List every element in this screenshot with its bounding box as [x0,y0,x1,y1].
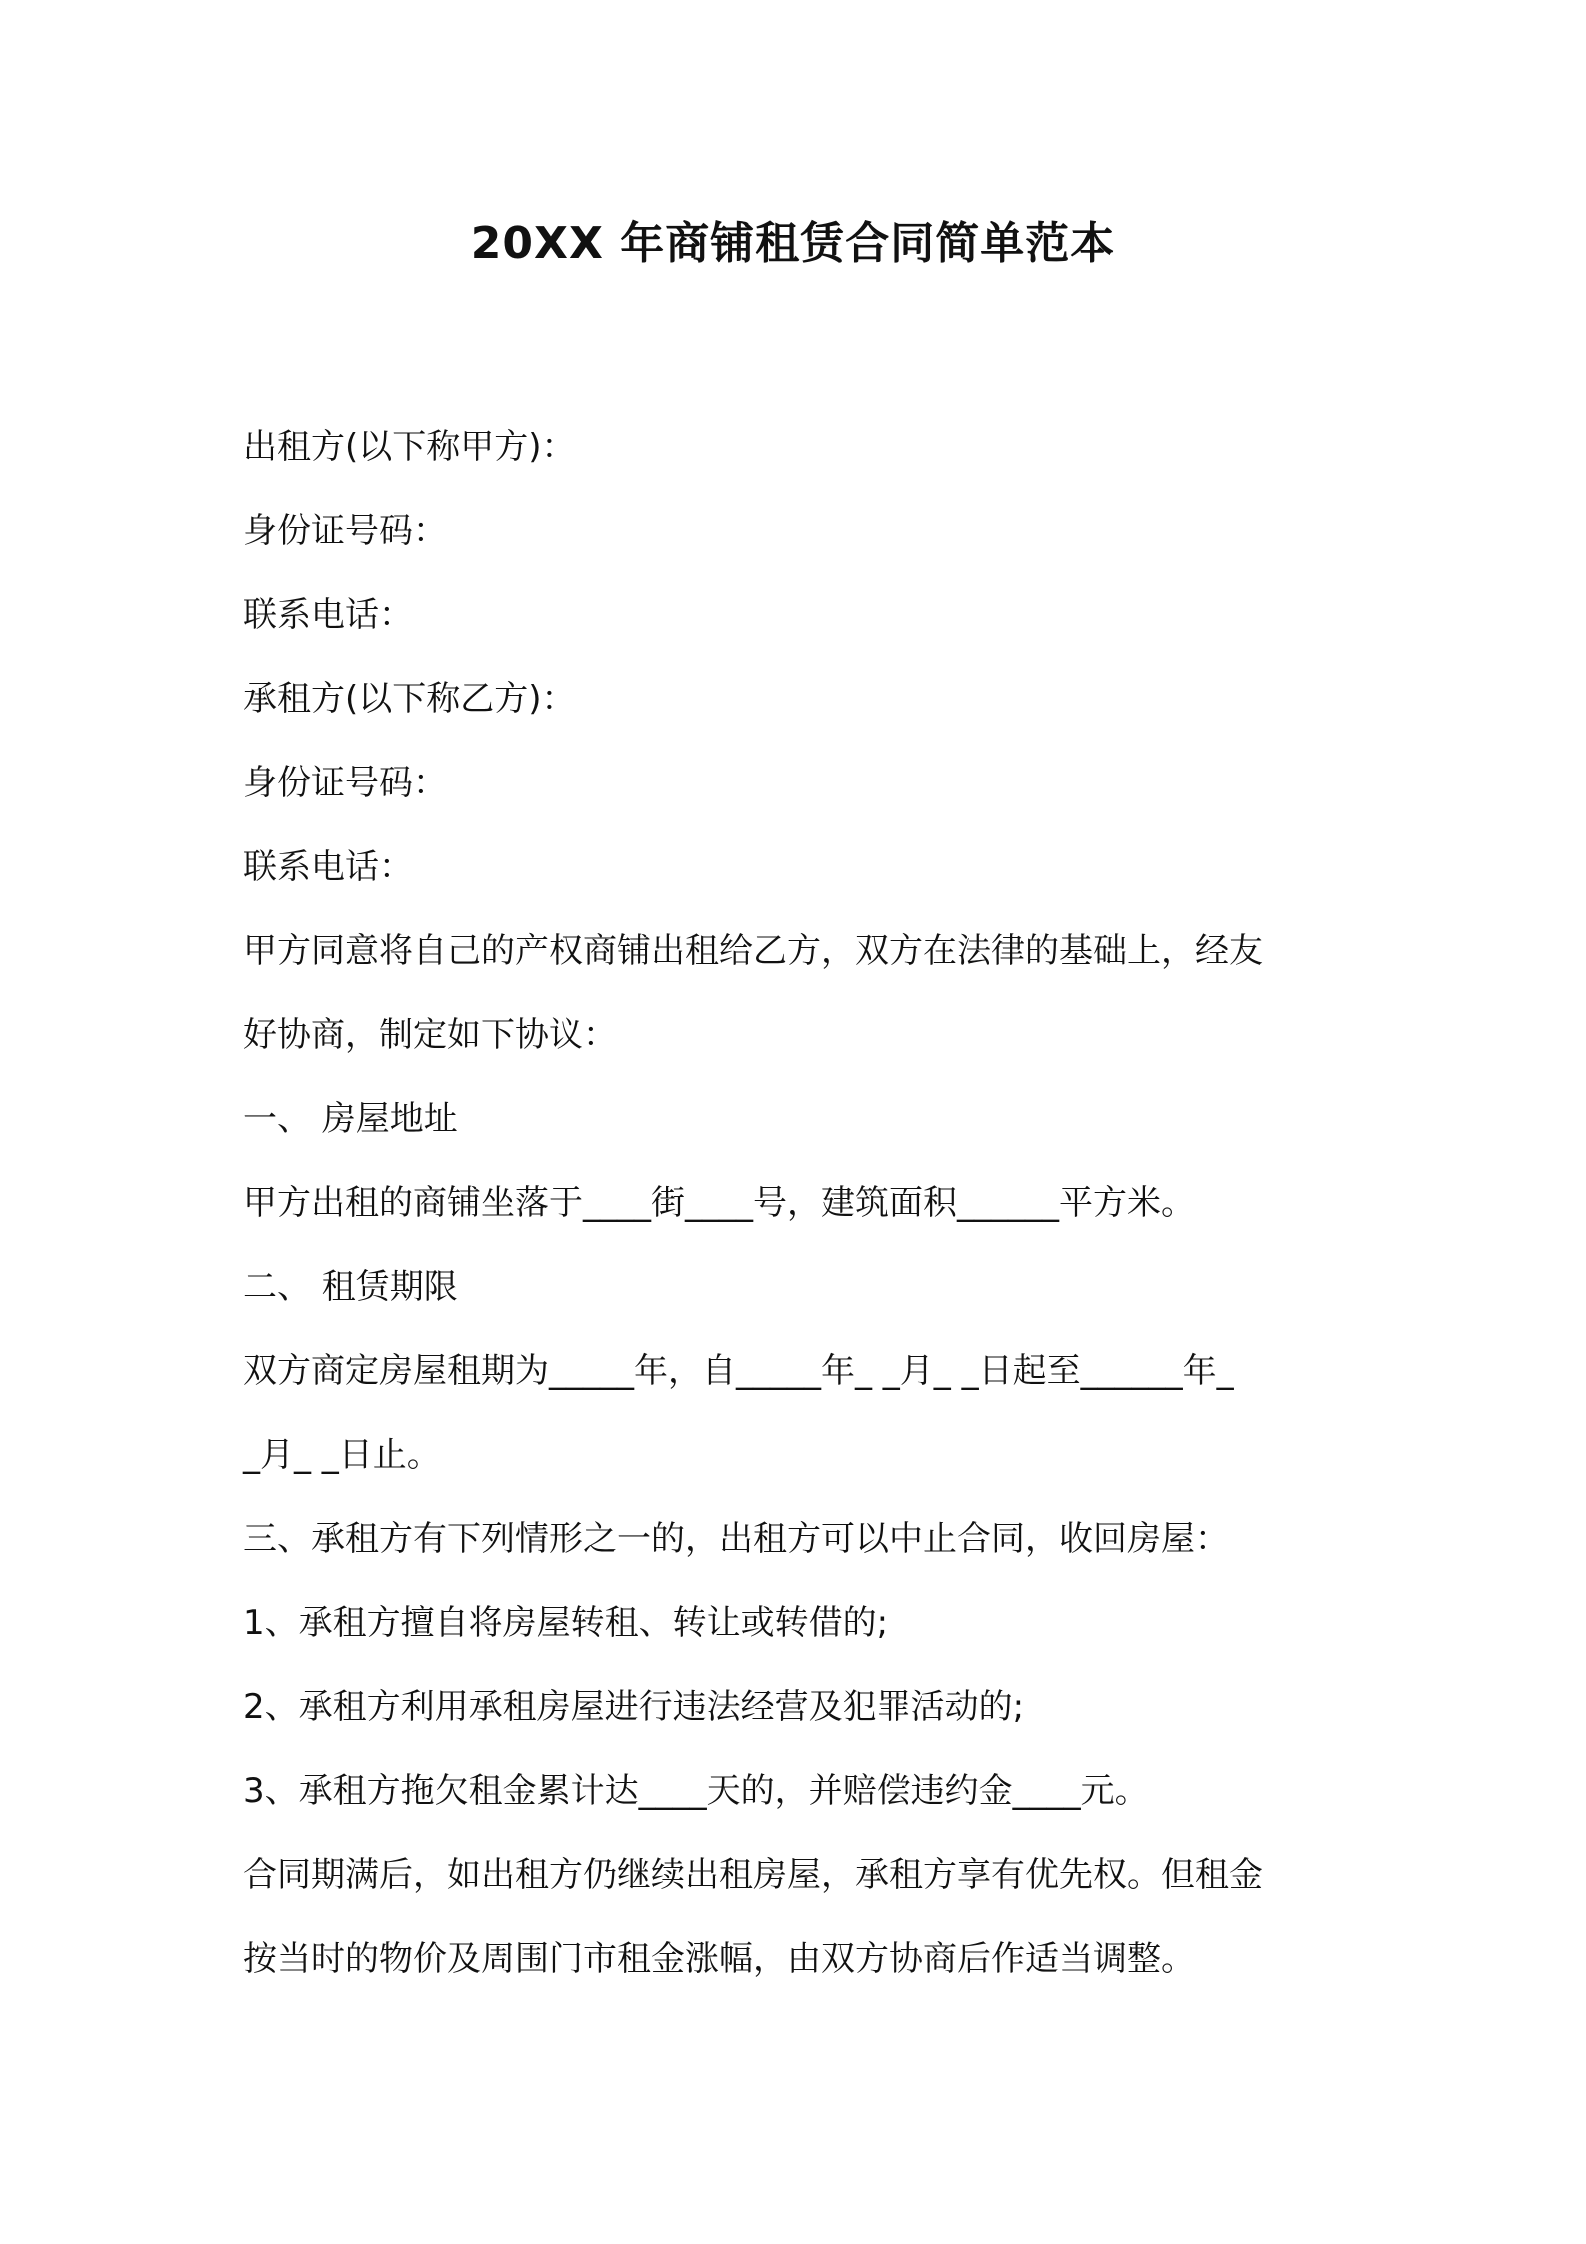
lessor-id-line: 身份证号码： [243,511,447,551]
intro-paragraph-line-2: 好协商，制定如下协议： [243,1015,617,1055]
section-3-item-1: 1、承租方擅自将房屋转租、转让或转借的; [243,1603,889,1643]
section-2-text-line-2: _月_ _日止。 [243,1435,441,1475]
renewal-paragraph-line-2: 按当时的物价及周围门市租金涨幅，由双方协商后作适当调整。 [243,1939,1195,1979]
lessor-phone-line: 联系电话： [243,595,413,635]
lessee-line: 承租方(以下称乙方)： [243,679,576,719]
section-3-item-3: 3、承租方拖欠租金累计达____天的，并赔偿违约金____元。 [243,1771,1149,1811]
section-3-heading: 三、承租方有下列情形之一的，出租方可以中止合同，收回房屋： [243,1519,1229,1559]
intro-paragraph-line-1: 甲方同意将自己的产权商铺出租给乙方，双方在法律的基础上，经友 [243,931,1263,971]
lessor-line: 出租方(以下称甲方)： [243,427,576,467]
section-1-heading: 一、 房屋地址 [243,1099,458,1139]
section-1-text: 甲方出租的商铺坐落于____街____号，建筑面积______平方米。 [243,1183,1195,1223]
lessee-phone-line: 联系电话： [243,847,413,887]
document-body [243,405,1363,2001]
section-3-item-2: 2、承租方利用承租房屋进行违法经营及犯罪活动的; [243,1687,1025,1727]
lessee-id-line: 身份证号码： [243,763,447,803]
section-2-text-line-1: 双方商定房屋租期为_____年，自_____年_ _月_ _日起至______年_ [243,1351,1234,1391]
renewal-paragraph-line-1: 合同期满后，如出租方仍继续出租房屋，承租方享有优先权。但租金 [243,1855,1263,1895]
section-2-heading: 二、 租赁期限 [243,1267,458,1307]
document-title: 20XX 年商铺租赁合同简单范本 [470,218,1116,269]
